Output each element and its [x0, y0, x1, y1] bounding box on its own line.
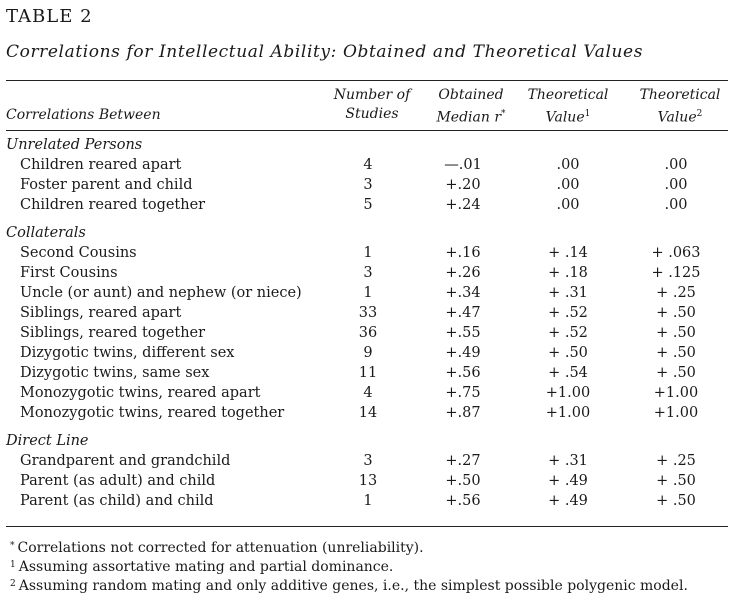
table-row — [0, 305, 732, 325]
row-theoretical-1: + .49 — [548, 473, 588, 489]
table-number: TABLE 2 — [6, 6, 93, 27]
table-row — [0, 325, 732, 345]
row-theoretical-2: + .50 — [656, 473, 696, 489]
table-row — [0, 405, 732, 425]
row-label: Grandparent and grandchild — [20, 453, 231, 469]
table-row — [0, 245, 732, 265]
row-theoretical-2: .00 — [664, 197, 688, 213]
row-label: Dizygotic twins, same sex — [20, 365, 210, 381]
header-theo2-line1: Theoretical — [639, 87, 721, 103]
table-row — [0, 285, 732, 305]
row-theoretical-1: .00 — [556, 177, 580, 193]
row-obtained: +.20 — [445, 177, 481, 193]
row-theoretical-1: + .50 — [548, 345, 588, 361]
row-label: Siblings, reared apart — [20, 305, 182, 321]
row-theoretical-2: + .063 — [651, 245, 701, 261]
row-theoretical-1: + .31 — [548, 285, 588, 301]
row-studies: 14 — [358, 405, 378, 421]
footnote-1 — [10, 559, 393, 575]
row-obtained: —.01 — [444, 157, 482, 173]
row-studies: 9 — [363, 345, 373, 361]
row-studies: 1 — [363, 285, 373, 301]
row-obtained: +.55 — [445, 325, 481, 341]
row-obtained: +.16 — [445, 245, 481, 261]
row-obtained: +.34 — [445, 285, 481, 301]
row-theoretical-1: + .31 — [548, 453, 588, 469]
footnote-asterisk — [10, 540, 424, 556]
footnote-mark: * — [10, 541, 15, 551]
header-theo2-text: Value — [657, 109, 697, 126]
row-studies: 11 — [358, 365, 378, 381]
header-theo1-mark: 1 — [584, 109, 591, 119]
footnote-text: Correlations not corrected for attenuation (unreliability). — [17, 540, 424, 556]
table-row — [0, 365, 732, 385]
header-theo1-line1: Theoretical — [527, 87, 609, 103]
header-theoretical-value-1 — [522, 86, 614, 128]
table-row — [0, 345, 732, 365]
header-rule — [6, 130, 728, 131]
row-theoretical-2: .00 — [664, 177, 688, 193]
row-studies: 3 — [363, 177, 373, 193]
row-theoretical-2: .00 — [664, 157, 688, 173]
row-theoretical-1: + .18 — [548, 265, 588, 281]
table-caption: Correlations for Intellectual Ability: Obtained and Theoretical Values — [6, 42, 644, 62]
row-label: Parent (as adult) and child — [20, 473, 216, 489]
row-label: Uncle (or aunt) and nephew (or niece) — [20, 285, 302, 301]
header-theo2-line2 — [632, 105, 728, 128]
row-theoretical-1: + .52 — [548, 305, 588, 321]
row-studies: 4 — [363, 157, 373, 173]
row-theoretical-2: + .50 — [656, 305, 696, 321]
row-label: Siblings, reared together — [20, 325, 206, 341]
row-studies: 36 — [358, 325, 378, 341]
row-theoretical-1: +1.00 — [545, 385, 591, 401]
row-studies: 4 — [363, 385, 373, 401]
row-theoretical-2: + .125 — [651, 265, 701, 281]
footnote-2 — [10, 578, 688, 594]
row-obtained: +.24 — [445, 197, 481, 213]
row-studies: 3 — [363, 453, 373, 469]
header-obtained-median — [426, 86, 516, 128]
section-heading-row — [0, 225, 732, 245]
row-theoretical-1: .00 — [556, 197, 580, 213]
header-obtained-line2 — [426, 105, 516, 128]
footnote-mark: 1 — [10, 560, 16, 570]
row-theoretical-2: +1.00 — [653, 385, 699, 401]
row-label: Second Cousins — [20, 245, 137, 261]
row-theoretical-1: + .14 — [548, 245, 588, 261]
header-correlations-between: Correlations Between — [6, 107, 161, 123]
row-theoretical-1: + .54 — [548, 365, 588, 381]
row-studies: 1 — [363, 493, 373, 509]
footnote-text: Assuming random mating and only additive genes, i.e., the simplest possible polygenic model. — [18, 578, 688, 594]
table-row — [0, 493, 732, 513]
row-obtained: +.56 — [445, 493, 481, 509]
row-theoretical-1: .00 — [556, 157, 580, 173]
header-obtained-text: Median r — [436, 109, 502, 126]
row-obtained: +.27 — [445, 453, 481, 469]
row-label: Monozygotic twins, reared together — [20, 405, 285, 421]
header-studies-line1: Number of — [333, 87, 411, 103]
row-label: Children reared together — [20, 197, 206, 213]
row-studies: 3 — [363, 265, 373, 281]
row-theoretical-2: + .50 — [656, 345, 696, 361]
row-theoretical-1: +1.00 — [545, 405, 591, 421]
row-obtained: +.56 — [445, 365, 481, 381]
row-label: Dizygotic twins, different sex — [20, 345, 235, 361]
table-row — [0, 177, 732, 197]
bottom-rule — [6, 526, 728, 527]
row-obtained: +.49 — [445, 345, 481, 361]
table-row — [0, 265, 732, 285]
row-obtained: +.50 — [445, 473, 481, 489]
section-heading-row — [0, 433, 732, 453]
row-theoretical-2: +1.00 — [653, 405, 699, 421]
row-theoretical-1: + .49 — [548, 493, 588, 509]
row-obtained: +.47 — [445, 305, 481, 321]
table-row — [0, 473, 732, 493]
section-title: Collaterals — [6, 225, 86, 241]
row-obtained: +.75 — [445, 385, 481, 401]
footnote-mark: 2 — [10, 579, 16, 589]
header-number-of-studies — [330, 86, 414, 124]
table-row — [0, 157, 732, 177]
row-theoretical-2: + .50 — [656, 325, 696, 341]
header-theoretical-value-2 — [632, 86, 728, 128]
top-rule — [6, 80, 728, 81]
row-obtained: +.87 — [445, 405, 481, 421]
row-label: Parent (as child) and child — [20, 493, 214, 509]
row-theoretical-1: + .52 — [548, 325, 588, 341]
footnote-text: Assuming assortative mating and partial dominance. — [18, 559, 394, 575]
row-label: Children reared apart — [20, 157, 182, 173]
row-theoretical-2: + .25 — [656, 453, 696, 469]
row-studies: 13 — [358, 473, 378, 489]
header-studies-line2: Studies — [345, 106, 399, 122]
row-label: Foster parent and child — [20, 177, 193, 193]
row-theoretical-2: + .50 — [656, 493, 696, 509]
section-title: Unrelated Persons — [6, 137, 143, 153]
row-label: Monozygotic twins, reared apart — [20, 385, 261, 401]
header-theo2-mark: 2 — [696, 109, 703, 119]
row-studies: 1 — [363, 245, 373, 261]
table-row — [0, 453, 732, 473]
header-theo1-text: Value — [545, 109, 585, 126]
row-obtained: +.26 — [445, 265, 481, 281]
row-theoretical-2: + .25 — [656, 285, 696, 301]
header-obtained-mark: * — [501, 109, 506, 119]
row-studies: 33 — [358, 305, 378, 321]
table-row — [0, 385, 732, 405]
section-title: Direct Line — [6, 433, 89, 449]
table-row — [0, 197, 732, 217]
row-label: First Cousins — [20, 265, 118, 281]
row-theoretical-2: + .50 — [656, 365, 696, 381]
header-obtained-line1: Obtained — [438, 87, 504, 103]
row-studies: 5 — [363, 197, 373, 213]
section-heading-row — [0, 137, 732, 157]
header-theo1-line2 — [522, 105, 614, 128]
